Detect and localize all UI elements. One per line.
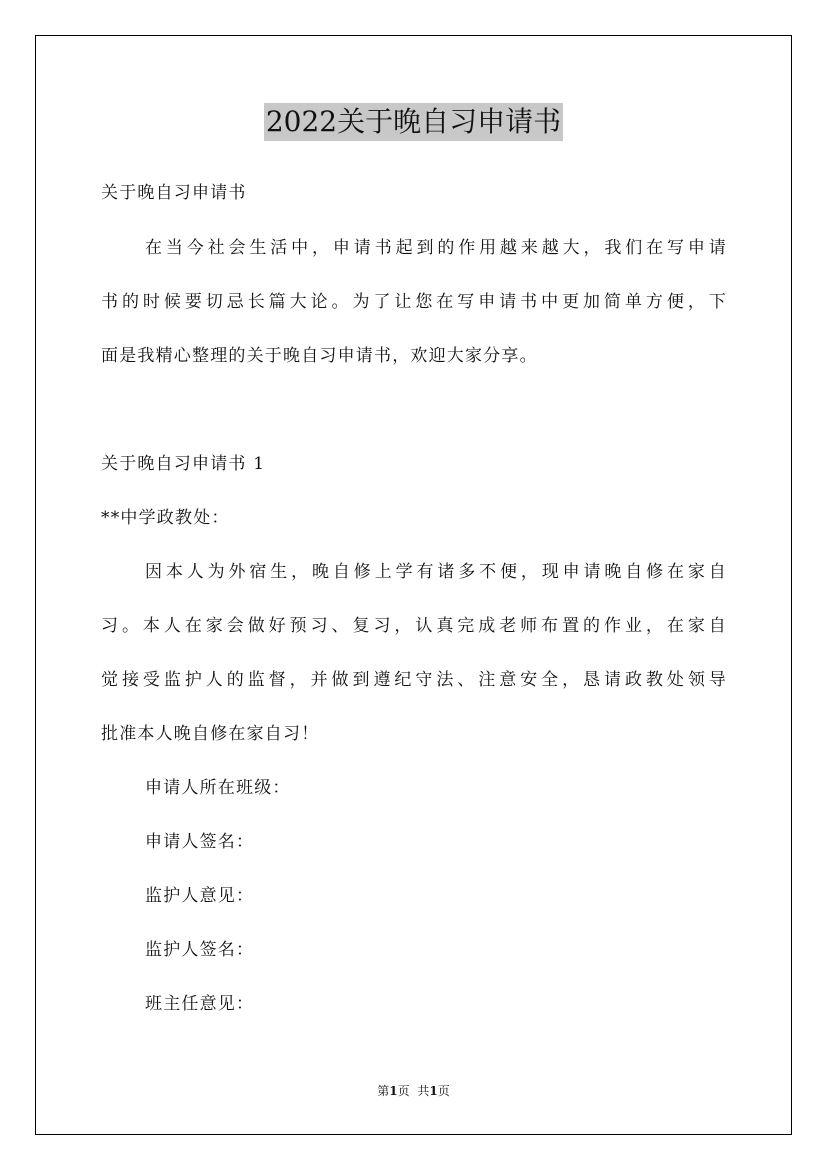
field-teacher-opinion: 班主任意见： bbox=[145, 994, 255, 1014]
field-guardian-opinion: 监护人意见： bbox=[145, 886, 255, 906]
field-guardian-signature: 监护人签名： bbox=[145, 940, 255, 960]
addressee: **中学政教处： bbox=[101, 508, 230, 528]
body-line-2: 习。本人在家会做好预习、复习，认真完成老师布置的作业，在家自 bbox=[101, 616, 727, 636]
section-heading: 关于晚自习申请书 1 bbox=[101, 454, 266, 474]
page-footer bbox=[0, 1083, 827, 1099]
body-line-3: 觉接受监护人的监督，并做到遵纪守法、注意安全，恳请政教处领导 bbox=[101, 670, 727, 690]
footer-total-number: 1 bbox=[429, 1084, 438, 1098]
field-applicant-signature: 申请人签名： bbox=[145, 832, 255, 852]
title-container bbox=[0, 103, 827, 141]
document-title: 2022关于晚自习申请书 bbox=[264, 103, 563, 141]
body-line-4: 批准本人晚自修在家自习！ bbox=[101, 724, 320, 744]
footer-page-number: 1 bbox=[389, 1084, 398, 1098]
footer-page-suffix: 页 bbox=[397, 1084, 410, 1098]
footer-total-prefix: 共 bbox=[417, 1084, 430, 1098]
intro-line-3: 面是我精心整理的关于晚自习申请书，欢迎大家分享。 bbox=[101, 346, 538, 366]
field-applicant-class: 申请人所在班级： bbox=[145, 778, 291, 798]
body-line-1: 因本人为外宿生，晚自修上学有诸多不便，现申请晚自修在家自 bbox=[145, 562, 727, 582]
footer-page-prefix: 第 bbox=[377, 1084, 390, 1098]
footer-total-suffix: 页 bbox=[437, 1084, 450, 1098]
intro-line-1: 在当今社会生活中，申请书起到的作用越来越大，我们在写申请 bbox=[145, 238, 727, 258]
intro-line-2: 书的时候要切忌长篇大论。为了让您在写申请书中更加简单方便，下 bbox=[101, 292, 727, 312]
intro-heading: 关于晚自习申请书 bbox=[101, 183, 247, 203]
